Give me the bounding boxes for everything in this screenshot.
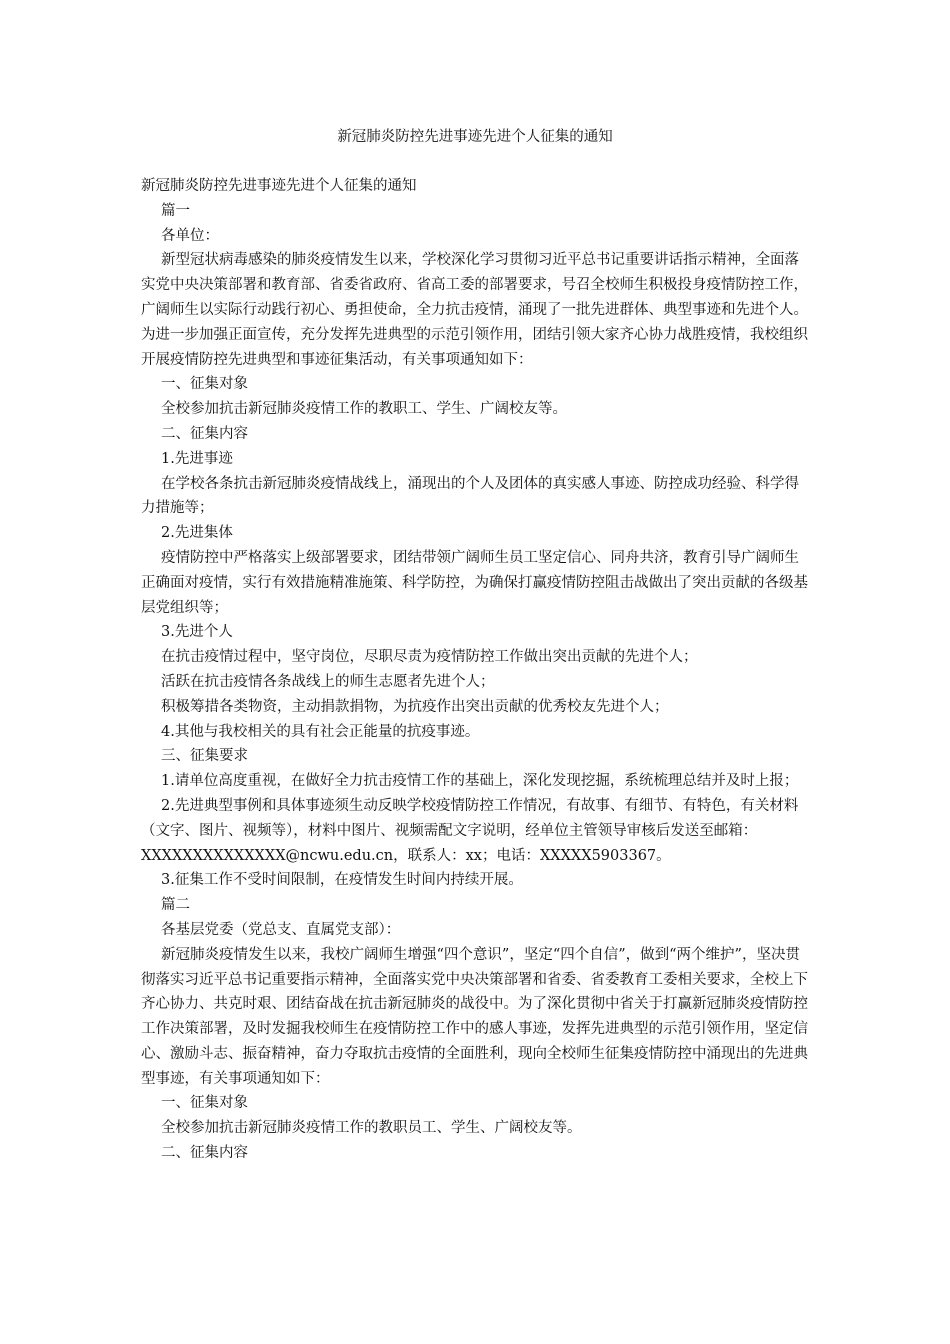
paragraph: 活跃在抗击疫情各条战线上的师生志愿者先进个人； (161, 673, 495, 690)
document-subtitle: 新冠肺炎防控先进事迹先进个人征集的通知 (141, 178, 417, 194)
paragraph: 2.先进典型事例和具体事迹须生动反映学校疫情防控工作情况，有故事、有细节、有特色，有关材料（文字、图片、视频等），材料中图片、视频需配文字说明，经单位主管领导审核后发送至邮箱：XXXXXXXXXXXXXX@ncwu.edu.cn，联系人：xx；电话：XXXXX5903367。 (141, 797, 799, 864)
paragraph: 在学校各条抗击新冠肺炎疫情战线上，涌现出的个人及团体的真实感人事迹、防控成功经验、科学得力措施等； (141, 475, 799, 517)
paragraph: 疫情防控中严格落实上级部署要求，团结带领广阔师生员工坚定信心、同舟共济，教育引导广阔师生正确面对疫情，实行有效措施精准施策、科学防控，为确保打赢疫情防控阻击战做出了突出贡献的各级基层党组织等； (141, 549, 808, 616)
list-item-heading: 4.其他与我校相关的具有社会正能量的抗疫事迹。 (161, 723, 480, 740)
paragraph: 在抗击疫情过程中，坚守岗位，尽职尽责为疫情防控工作做出突出贡献的先进个人； (161, 649, 698, 666)
heading-collection-content: 二、征集内容 (161, 425, 248, 442)
salutation: 各单位： (161, 227, 219, 244)
salutation: 各基层党委（党总支、直属党支部）： (161, 921, 401, 938)
list-item-heading: 2.先进集体 (161, 525, 233, 542)
paragraph: 3.征集工作不受时间限制，在疫情发生时间内持续开展。 (161, 872, 523, 889)
heading-collection-content: 二、征集内容 (161, 1145, 248, 1162)
intro-paragraph: 新冠肺炎疫情发生以来，我校广阔师生增强“四个意识”，坚定“四个自信”，做到“两个维护”，坚决贯彻落实习近平总书记重要指示精神，全面落实党中央决策部署和省委、省委教育工委相关要求，全校上下齐心协力、共克时艰、团结奋战在抗击新冠肺炎的战役中。为了深化贯彻中省关于打赢新冠肺炎疫情防控工作决策部署，及时发掘我校师生在疫情防控工作中的感人事迹，发挥先进典型的示范引领作用，坚定信心、激励斗志、振奋精神，奋力夺取抗击疫情的全面胜利，现向全校师生征集疫情防控中涌现出的先进典型事迹，有关事项通知如下： (141, 946, 808, 1087)
section-label-part-two: 篇二 (161, 897, 190, 914)
list-item-heading: 1.先进事迹 (161, 450, 233, 467)
intro-paragraph: 新型冠状病毒感染的肺炎疫情发生以来，学校深化学习贯彻习近平总书记重要讲话指示精神，全面落实党中央决策部署和教育部、省委省政府、省高工委的部署要求，号召全校师生积极投身疫情防控工作，广阔师生以实际行动践行初心、勇担使命，全力抗击疫情，涌现了一批先进群体、典型事迹和先进个人。为进一步加强正面宣传，充分发挥先进典型的示范引领作用，团结引领大家齐心协力战胜疫情，我校组织开展疫情防控先进典型和事迹征集活动，有关事项通知如下： (141, 252, 808, 368)
paragraph: 1.请单位高度重视，在做好全力抗击疫情工作的基础上，深化发现挖掘，系统梳理总结并及时上报； (161, 773, 799, 790)
document-title: 新冠肺炎防控先进事迹先进个人征集的通知 (337, 129, 613, 145)
section-label-part-one: 篇一 (161, 202, 190, 219)
paragraph: 全校参加抗击新冠肺炎疫情工作的教职工、学生、广阔校友等。 (161, 401, 567, 418)
heading-collection-target: 一、征集对象 (161, 376, 248, 393)
document-body (141, 174, 813, 1166)
list-item-heading: 3.先进个人 (161, 624, 233, 641)
heading-collection-requirements: 三、征集要求 (161, 748, 248, 765)
paragraph: 全校参加抗击新冠肺炎疫情工作的教职员工、学生、广阔校友等。 (161, 1120, 582, 1137)
paragraph: 积极筹措各类物资，主动捐款捐物，为抗疫作出突出贡献的优秀校友先进个人； (161, 698, 669, 715)
heading-collection-target: 一、征集对象 (161, 1095, 248, 1112)
